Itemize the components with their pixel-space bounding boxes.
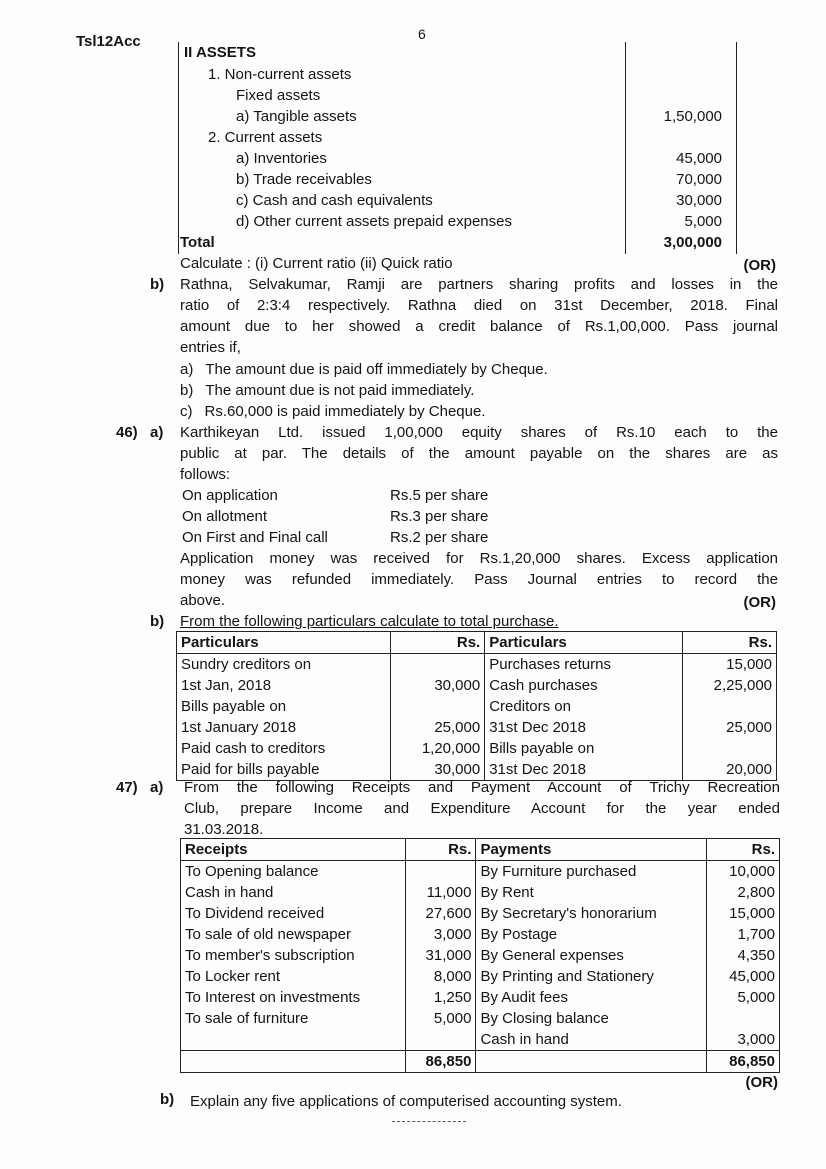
table-row: Sundry creditors on Purchases returns 15,000 — [177, 654, 777, 676]
assets-total-label: Total — [180, 234, 215, 251]
q46a-line: money was refunded immediately. Pass Journal entries to record the — [180, 571, 778, 588]
asset-row: c) Cash and cash equivalents — [236, 192, 433, 209]
q45b-line: amount due to her showed a credit balance of Rs.1,00,000. Pass journal — [180, 318, 778, 335]
asset-value: 45,000 — [676, 150, 722, 167]
q46a-line: Karthikeyan Ltd. issued 1,00,000 equity shares of Rs.10 each to the — [180, 424, 778, 441]
table-header — [177, 632, 777, 654]
call-name: On application — [182, 487, 278, 504]
table-row: Paid for bills payable 30,000 31st Dec 2018 20,000 — [177, 759, 777, 781]
call-name: On allotment — [182, 508, 268, 525]
purchases-table — [176, 631, 777, 781]
q46a-label: a) — [150, 424, 164, 441]
q46a-line: Application money was received for Rs.1,20,000 shares. Excess application — [180, 550, 778, 567]
q45b-option: a) The amount due is paid off immediately by Cheque. — [180, 361, 548, 378]
call-amount: Rs.3 per share — [390, 508, 489, 525]
table-total-row: 86,850 86,850 — [181, 1051, 780, 1073]
q46-number: 46) — [116, 424, 138, 441]
q47a-label: a) — [150, 779, 164, 796]
end-divider — [392, 1121, 466, 1122]
q46b-label: b) — [150, 613, 165, 630]
q46a-line: follows: — [180, 466, 231, 483]
q47a-line: From the following Receipts and Payment Account of Trichy Recreation — [184, 779, 780, 796]
or-marker: (OR) — [743, 594, 776, 611]
q47a-line: 31.03.2018. — [184, 821, 264, 838]
q45b-option: b) The amount due is not paid immediately. — [180, 382, 475, 399]
table-row: Cash in hand 3,000 — [181, 1029, 780, 1051]
asset-row: Fixed assets — [236, 87, 321, 104]
table-row: To sale of furniture 5,000 By Closing balance — [181, 1008, 780, 1029]
q45b-line: Rathna, Selvakumar, Ramji are partners sharing profits and losses in the — [180, 276, 778, 293]
table-row: To Locker rent 8,000 By Printing and Stationery 45,000 — [181, 966, 780, 987]
table-row: Cash in hand 11,000 By Rent 2,800 — [181, 882, 780, 903]
q47b-text: Explain any five applications of computerised accounting system. — [190, 1093, 622, 1110]
table-header-cell: Payments — [476, 839, 707, 861]
q45b-line: ratio of 2:3:4 respectively. Rathna died on 31st December, 2018. Final — [180, 297, 778, 314]
page-number: 6 — [418, 26, 426, 42]
or-marker: (OR) — [745, 1074, 778, 1091]
table-header-cell: Particulars — [177, 632, 391, 654]
q47b-label: b) — [160, 1091, 175, 1108]
q46a-line: public at par. The details of the amount payable on the shares are as — [180, 445, 778, 462]
receipts-payments-table — [180, 838, 780, 1073]
asset-row: 2. Current assets — [208, 129, 323, 146]
table-row: Bills payable on Creditors on — [177, 696, 777, 717]
table-header-cell: Particulars — [485, 632, 682, 654]
q46b-title: From the following particulars calculate to total purchase. — [180, 613, 559, 630]
asset-value: 5,000 — [684, 213, 722, 230]
asset-row: b) Trade receivables — [236, 171, 372, 188]
table-row: To Dividend received 27,600 By Secretary's honorarium 15,000 — [181, 903, 780, 924]
table-row: Paid cash to creditors 1,20,000 Bills payable on — [177, 738, 777, 759]
asset-row: a) Tangible assets — [236, 108, 357, 125]
asset-value: 70,000 — [676, 171, 722, 188]
calculate-instruction: Calculate : (i) Current ratio (ii) Quick ratio — [180, 255, 453, 272]
assets-title: II ASSETS — [184, 44, 256, 61]
q46a-line: above. — [180, 592, 226, 609]
table-row: 1st January 2018 25,000 31st Dec 2018 25,000 — [177, 717, 777, 738]
table-header-cell: Rs. — [405, 839, 476, 861]
q45b-line: entries if, — [180, 339, 241, 356]
asset-value: 1,50,000 — [663, 108, 722, 125]
table-header-cell: Rs. — [682, 632, 776, 654]
table-row: To member's subscription 31,000 By General expenses 4,350 — [181, 945, 780, 966]
assets-total-value: 3,00,000 — [663, 234, 722, 251]
call-name: On First and Final call — [182, 529, 328, 546]
table-header — [181, 839, 780, 861]
call-amount: Rs.2 per share — [390, 529, 489, 546]
q47-number: 47) — [116, 779, 138, 796]
asset-row: 1. Non-current assets — [208, 66, 352, 83]
table-header-cell: Rs. — [707, 839, 780, 861]
call-amount: Rs.5 per share — [390, 487, 489, 504]
table-row: 1st Jan, 2018 30,000 Cash purchases 2,25,000 — [177, 675, 777, 696]
table-header-cell: Rs. — [390, 632, 484, 654]
table-row: To sale of old newspaper 3,000 By Postage 1,700 — [181, 924, 780, 945]
asset-row: a) Inventories — [236, 150, 327, 167]
asset-value: 30,000 — [676, 192, 722, 209]
q45b-label: b) — [150, 276, 165, 293]
q45b-option: c) Rs.60,000 is paid immediately by Cheque. — [180, 403, 486, 420]
paper-code: Tsl12Acc — [76, 33, 141, 50]
or-marker: (OR) — [743, 257, 776, 274]
table-row: To Opening balance By Furniture purchased 10,000 — [181, 861, 780, 883]
asset-row: d) Other current assets prepaid expenses — [236, 213, 512, 230]
q47a-line: Club, prepare Income and Expenditure Account for the year ended — [184, 800, 780, 817]
table-row: To Interest on investments 1,250 By Audit fees 5,000 — [181, 987, 780, 1008]
table-header-cell: Receipts — [181, 839, 406, 861]
